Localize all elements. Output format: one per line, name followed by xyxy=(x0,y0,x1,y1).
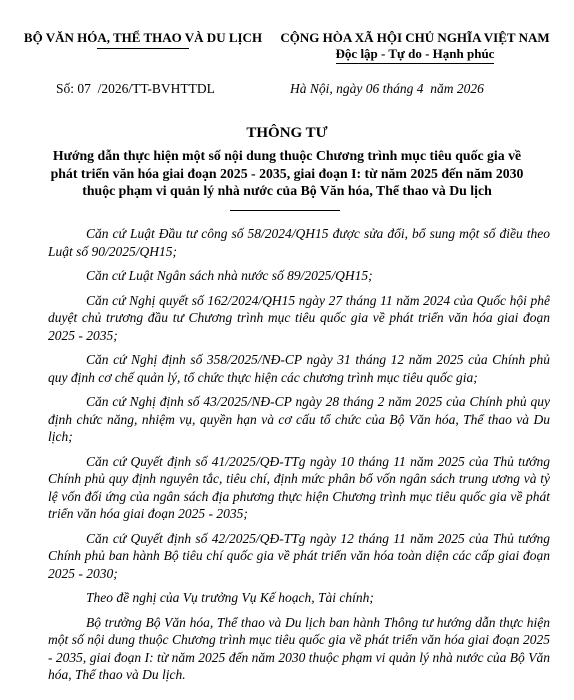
country-name: CỘNG HÒA XÃ HỘI CHỦ NGHĨA VIỆT NAM xyxy=(280,30,550,45)
preamble-paragraph: Căn cứ Quyết định số 41/2025/QĐ-TTg ngày 10 tháng 11 năm 2025 của Thủ tướng Chính phủ quy định nguyên tắc, tiêu chí, định mức phân bổ vốn ngân sách trung ương và tỷ lệ vốn đối ứng của ngân sách địa phương thực hiện Chương trình mục tiêu quốc gia về phát triển văn hóa giai đoạn 2025 - 2035; xyxy=(48,453,550,521)
national-title-block xyxy=(270,30,560,64)
preamble-paragraph: Căn cứ Nghị định số 43/2025/NĐ-CP ngày 28 tháng 2 năm 2025 của Chính phủ quy định chức năng, nhiệm vụ, quyền hạn và cơ cấu tổ chức của Bộ Văn hóa, Thể thao và Du lịch; xyxy=(48,394,550,444)
preamble xyxy=(48,225,550,691)
motto-underline xyxy=(336,63,494,64)
document-number: Số: 07 /2026/TT-BVHTTDL xyxy=(56,81,215,96)
document-type: THÔNG TƯ xyxy=(246,125,328,141)
preamble-paragraph: Căn cứ Quyết định số 42/2025/QĐ-TTg ngày 12 tháng 11 năm 2025 của Thủ tướng Chính phủ ban hành Bộ tiêu chí quốc gia về phát triển văn hóa toàn diện các cấp giai đoạn 2025 - 2030; xyxy=(48,530,550,581)
preamble-paragraph: Căn cứ Nghị quyết số 162/2024/QH15 ngày 27 tháng 11 năm 2024 của Quốc hội phê duyệt chủ trương đầu tư Chương trình mục tiêu quốc gia về phát triển văn hóa giai đoạn 2025 - 2035; xyxy=(48,292,550,343)
ministry-name: BỘ VĂN HÓA, THỂ THAO VÀ DU LỊCH xyxy=(23,30,263,45)
preamble-paragraph: Bộ trưởng Bộ Văn hóa, Thể thao và Du lịch ban hành Thông tư hướng dẫn thực hiện một số nội dung thuộc Chương trình mục tiêu quốc gia về phát triển văn hóa giai đoạn 2025 - 2035, giai đoạn I: từ năm 2025 đến năm 2030 thuộc phạm vi quản lý nhà nước của Bộ Văn hóa, Thể thao và Du lịch. xyxy=(48,614,550,682)
preamble-paragraph: Theo đề nghị của Vụ trưởng Vụ Kế hoạch, Tài chính; xyxy=(86,590,374,605)
subject-underline xyxy=(230,210,340,211)
issuing-agency-block xyxy=(18,30,268,49)
national-motto: Độc lập - Tự do - Hạnh phúc xyxy=(335,46,495,61)
ministry-underline xyxy=(97,48,189,49)
place-and-date: Hà Nội, ngày 06 tháng 4 năm 2026 xyxy=(290,81,484,96)
preamble-paragraph: Căn cứ Luật Đầu tư công số 58/2024/QH15 được sửa đổi, bổ sung một số điều theo Luật số 90/2025/QH15; xyxy=(48,226,550,259)
preamble-paragraph: Căn cứ Nghị định số 358/2025/NĐ-CP ngày 31 tháng 12 năm 2025 của Chính phủ quy định cơ chế quản lý, tổ chức thực hiện các chương trình mục tiêu quốc gia; xyxy=(48,352,550,385)
document-subject: Hướng dẫn thực hiện một số nội dung thuộc Chương trình mục tiêu quốc gia về phát triển văn hóa giai đoạn 2025 - 2035, giai đoạn I: từ năm 2025 đến năm 2030 thuộc phạm vi quản lý nhà nước của Bộ Văn hóa, Thể thao và Du lịch xyxy=(50,148,524,198)
preamble-paragraph: Căn cứ Luật Ngân sách nhà nước số 89/2025/QH15; xyxy=(86,268,373,283)
